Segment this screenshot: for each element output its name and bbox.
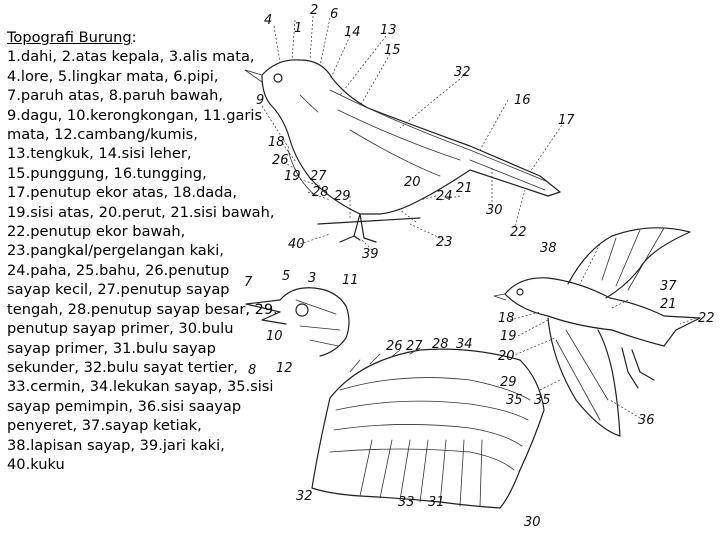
label-29: 29 <box>334 189 351 204</box>
legend-line: 23.pangkal/pergelangan kaki, <box>7 242 224 260</box>
label-8: 8 <box>248 363 257 378</box>
label-21-flying: 21 <box>660 297 677 312</box>
legend-line: 1.dahi, 2.atas kepala, 3.alis mata, <box>7 48 255 66</box>
label-26: 26 <box>272 153 289 168</box>
label-33: 33 <box>398 495 415 510</box>
label-15: 15 <box>384 43 401 58</box>
spread-wing-illustration <box>312 348 544 508</box>
label-39: 39 <box>362 247 379 262</box>
legend-line: sayap kecil, 27.penutup sayap <box>7 281 230 299</box>
legend-line: 4.lore, 5.lingkar mata, 6.pipi, <box>7 67 219 85</box>
wing-labels <box>296 337 541 530</box>
legend-line: 15.punggung, 16.tungging, <box>7 164 207 182</box>
label-20: 20 <box>404 175 421 190</box>
legend-line: 38.lapisan sayap, 39.jari kaki, <box>7 436 225 454</box>
legend-text <box>7 28 292 474</box>
label-2: 2 <box>310 3 319 18</box>
legend-line: 13.tengkuk, 14.sisi leher, <box>7 145 192 163</box>
legend-line: 24.paha, 25.bahu, 26.penutup <box>7 261 230 279</box>
flying-labels <box>498 241 715 428</box>
title-colon: : <box>131 29 137 46</box>
label-22-flying: 22 <box>698 311 715 326</box>
label-37: 37 <box>660 279 677 294</box>
label-5: 5 <box>282 269 291 284</box>
label-40: 40 <box>288 237 305 252</box>
label-34: 34 <box>456 337 473 352</box>
title-text: Topografi Burung <box>7 29 132 46</box>
legend-line: 33.cermin, 34.lekukan sayap, 35.sisi <box>7 378 274 396</box>
label-20-flying: 20 <box>498 349 515 364</box>
label-9: 9 <box>256 93 265 108</box>
label-32-wing: 32 <box>296 489 313 504</box>
legend-line: mata, 12.cambang/kumis, <box>7 126 198 144</box>
label-18: 18 <box>268 135 285 150</box>
label-35-wing: 35 <box>506 393 523 408</box>
legend-list <box>7 47 292 474</box>
legend-line: penutup sayap primer, 30.bulu <box>7 320 234 338</box>
label-28-wing: 28 <box>432 337 449 352</box>
perched-bird-illustration <box>245 60 560 242</box>
label-36: 36 <box>638 413 655 428</box>
label-19: 19 <box>284 169 301 184</box>
label-17: 17 <box>558 113 575 128</box>
label-32: 32 <box>454 65 471 80</box>
label-27-wing: 27 <box>406 339 423 354</box>
label-30-wing: 30 <box>524 515 541 530</box>
label-12: 12 <box>276 361 293 376</box>
legend-line: 19.sisi atas, 20.perut, 21.sisi bawah, <box>7 203 275 221</box>
label-13: 13 <box>380 23 397 38</box>
legend-line: sayap pemimpin, 36.sisi saayap <box>7 397 242 415</box>
leader-lines <box>262 16 696 418</box>
diagram-title <box>7 28 292 47</box>
legend-line: 40.kuku <box>7 455 65 473</box>
legend-line: 7.paruh atas, 8.paruh bawah, <box>7 87 223 105</box>
legend-line: 22.penutup ekor bawah, <box>7 223 186 241</box>
label-29-wing: 29 <box>500 375 517 390</box>
legend-line: 17.penutup ekor atas, 18.dada, <box>7 184 238 202</box>
label-38: 38 <box>540 241 557 256</box>
label-31: 31 <box>428 495 445 510</box>
label-23: 23 <box>436 235 453 250</box>
label-11: 11 <box>342 273 359 288</box>
label-22: 22 <box>510 225 527 240</box>
label-24: 24 <box>436 189 453 204</box>
label-30: 30 <box>486 203 503 218</box>
label-27: 27 <box>310 169 327 184</box>
perched-labels <box>256 3 575 262</box>
label-19-flying: 19 <box>500 329 517 344</box>
label-18-flying: 18 <box>498 311 515 326</box>
label-21: 21 <box>456 181 473 196</box>
label-1: 1 <box>294 21 303 36</box>
legend-line: tengah, 28.penutup sayap besar, 29. <box>7 300 278 318</box>
label-14: 14 <box>344 25 361 40</box>
label-6: 6 <box>330 7 339 22</box>
legend-line: penyeret, 37.sayap ketiak, <box>7 417 202 435</box>
label-28: 28 <box>312 185 329 200</box>
flying-bird-illustration <box>494 228 700 436</box>
label-16: 16 <box>514 93 531 108</box>
label-4: 4 <box>264 13 273 28</box>
label-7: 7 <box>244 275 253 290</box>
legend-line: sekunder, 32.bulu sayat tertier, <box>7 358 238 376</box>
legend-line: sayap primer, 31.bulu sayap <box>7 339 216 357</box>
legend-line: 9.dagu, 10.kerongkongan, 11.garis <box>7 106 263 124</box>
label-26-wing: 26 <box>386 339 403 354</box>
label-10: 10 <box>266 329 283 344</box>
label-35-flying: 35 <box>534 393 551 408</box>
label-3: 3 <box>308 271 317 286</box>
